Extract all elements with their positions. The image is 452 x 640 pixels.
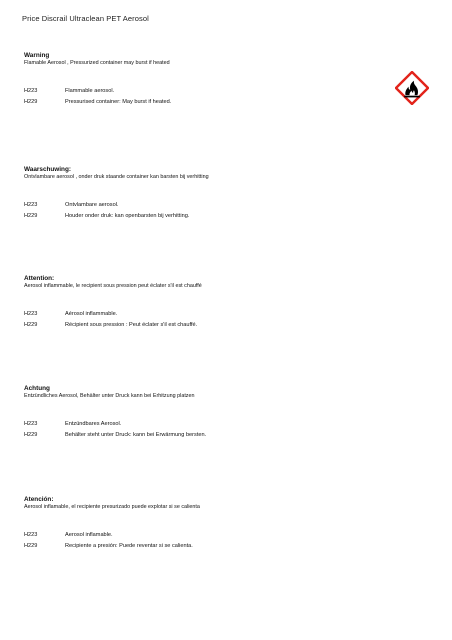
hazard-section-es: [24, 496, 434, 551]
section-heading: Warning: [24, 52, 50, 59]
hazard-statement-row: [24, 320, 434, 331]
hazard-statement-row: [24, 541, 434, 552]
hazard-code: H223: [24, 311, 38, 317]
hazard-text: Houder onder druk: kan openbarsten bij verhitting.: [65, 212, 190, 219]
hazard-text: Ontvlambare aerosol.: [65, 202, 119, 208]
hazard-text: Aérosol inflammable.: [65, 311, 118, 317]
section-heading: Achtung: [24, 385, 50, 392]
hazard-statement-row: [24, 309, 434, 320]
hazard-statement-row: [24, 419, 434, 430]
hazard-statement-row: [24, 530, 434, 541]
section-summary: Flamable Aerosol , Pressurized container may burst if heated: [24, 60, 170, 66]
section-summary: Aerosol inflamable, el recipiente presurizado puede explotar si se calienta: [24, 504, 200, 510]
hazard-text: Behälter steht unter Druck: kann bei Erwärmung bersten.: [65, 431, 207, 438]
hazard-code: H229: [24, 431, 38, 438]
section-summary: Entzündliches Aerosol, Behälter unter Druck kann bei Erhitzung platzen: [24, 393, 195, 399]
hazard-code: H223: [24, 202, 38, 208]
hazard-section-en: [24, 52, 434, 107]
hazard-statement-row: [24, 97, 434, 108]
hazard-text: Récipient sous pression : Peut éclater s'il est chauffé.: [65, 321, 198, 328]
hazard-code: H223: [24, 421, 38, 427]
hazard-text: Recipiente a presión: Puede reventar si se calienta.: [65, 542, 193, 549]
hazard-statement-row: [24, 200, 434, 211]
section-summary: Ontvlambare aerosol , onder druk staande container kan barsten bij verhitting: [24, 174, 209, 180]
hazard-code: H229: [24, 212, 38, 219]
hazard-section-nl: [24, 166, 434, 221]
hazard-code: H229: [24, 542, 38, 549]
hazard-text: Entzündbares Aerosol.: [65, 421, 122, 427]
hazard-statement-row: [24, 86, 434, 97]
section-heading: Waarschuwing:: [24, 166, 71, 173]
hazard-text: Flammable aerosol.: [65, 88, 115, 94]
hazard-section-de: [24, 385, 434, 440]
hazard-statement-row: [24, 211, 434, 222]
hazard-code: H229: [24, 321, 38, 328]
hazard-text: Pressurised container: May burst if heated.: [65, 98, 172, 105]
section-heading: Atención:: [24, 496, 54, 503]
section-summary: Aerosol inflammable, le recipient sous pression peut éclater s'il est chauffé: [24, 283, 202, 289]
hazard-text: Aerosol inflamable.: [65, 532, 113, 538]
hazard-code: H223: [24, 88, 38, 94]
hazard-section-fr: [24, 275, 434, 330]
document-title: Price Discrail Ultraclean PET Aerosol: [22, 14, 149, 23]
hazard-code: H229: [24, 98, 38, 105]
hazard-code: H223: [24, 532, 38, 538]
section-heading: Attention:: [24, 275, 55, 282]
hazard-statement-row: [24, 430, 434, 441]
